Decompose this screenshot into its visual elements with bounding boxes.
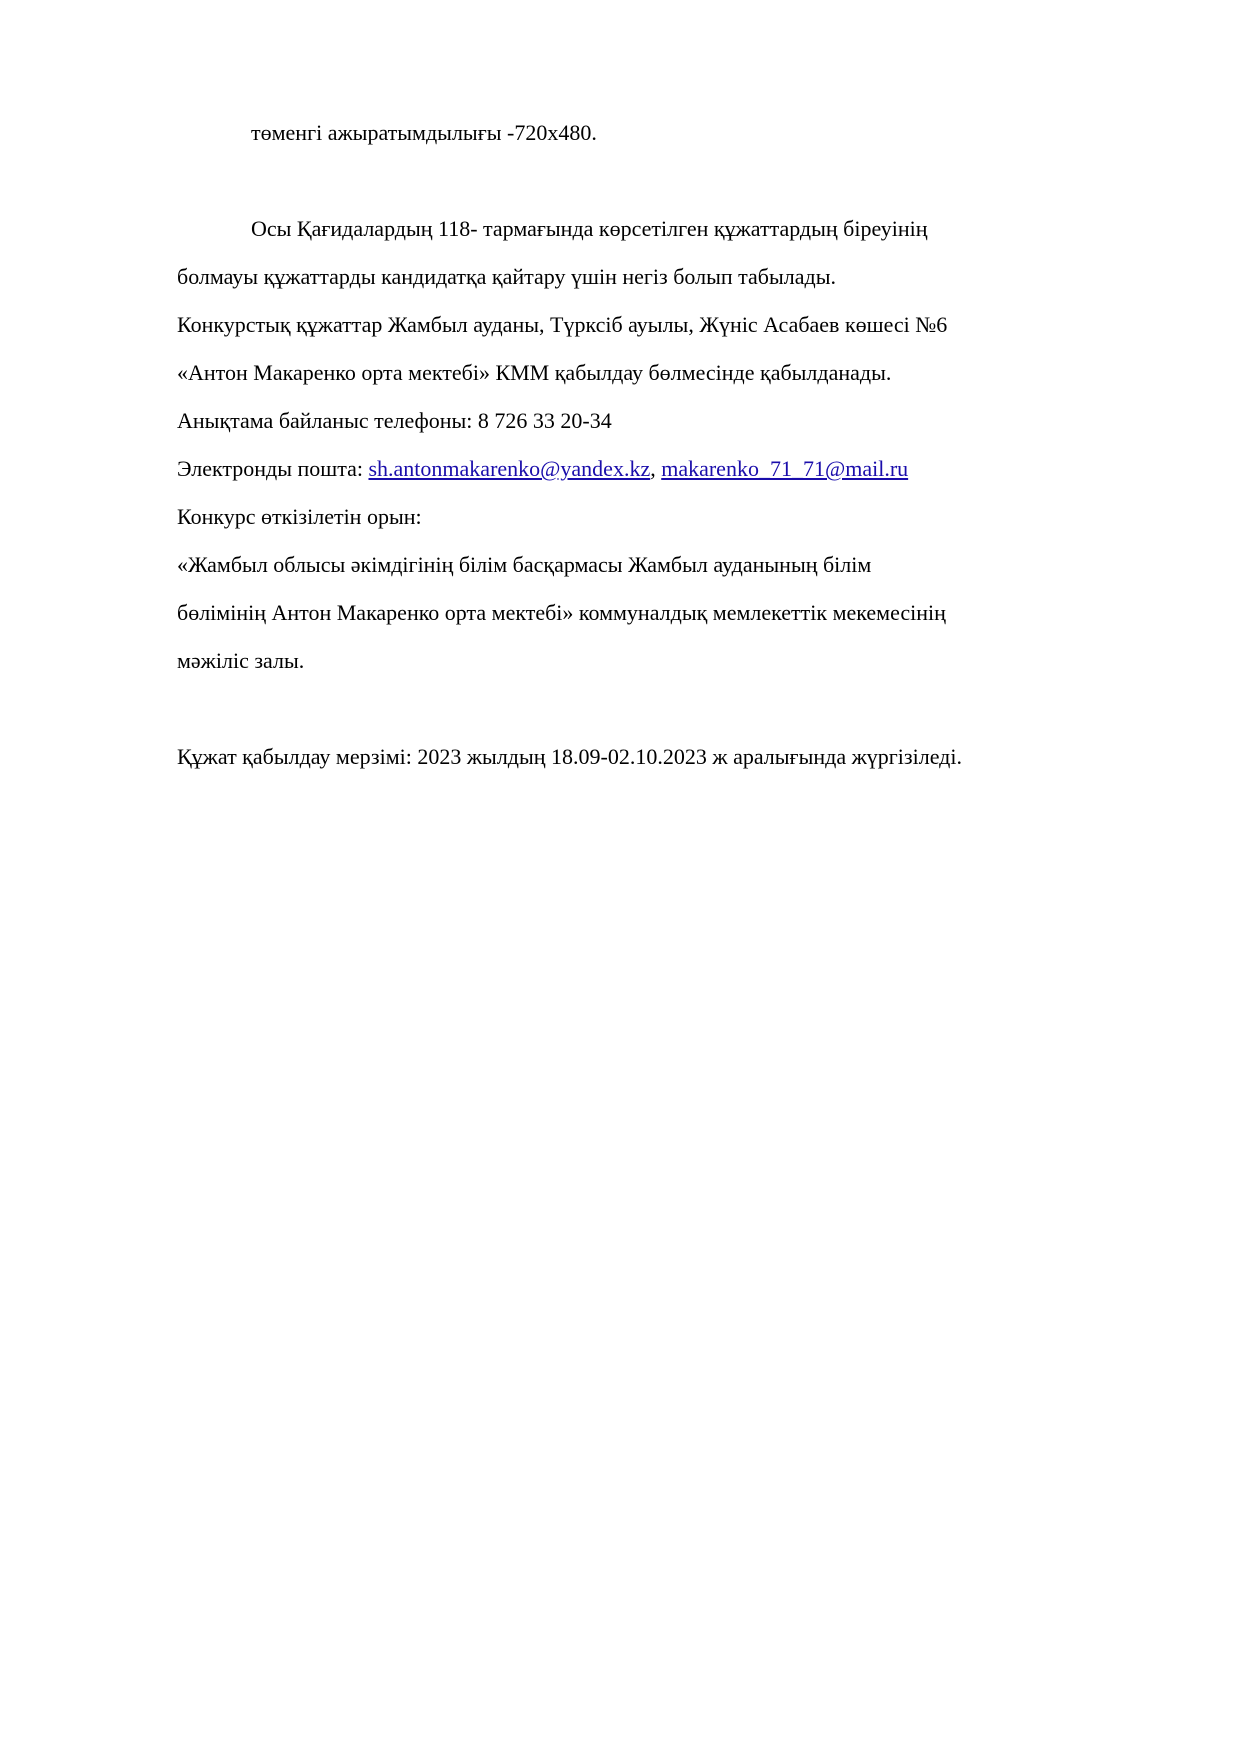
deadline-line: Құжат қабылдау мерзімі: 2023 жылдың 18.09-02.10.2023 ж аралығында жүргізіледі.	[177, 744, 962, 769]
reason-paragraph-line-2: болмауы құжаттарды кандидатқа қайтару үшін негіз болып табылады.	[177, 264, 836, 289]
venue-label: Конкурс өткізілетін орын:	[177, 504, 422, 529]
email-link-yandex[interactable]: sh.antonmakarenko@yandex.kz	[368, 456, 651, 481]
venue-line-1: «Жамбыл облысы әкімдігінің білім басқармасы Жамбыл ауданының білім	[177, 552, 872, 577]
email-line	[177, 456, 908, 482]
reason-paragraph-line-1: Осы Қағидалардың 118- тармағында көрсетілген құжаттардың біреуінің	[251, 216, 928, 241]
email-label: Электронды пошта:	[177, 456, 369, 481]
email-link-mailru[interactable]: makarenko_71_71@mail.ru	[661, 456, 909, 481]
phone-line: Анықтама байланыс телефоны: 8 726 33 20-34	[177, 408, 612, 433]
resolution-line: төменгі ажыратымдылығы -720х480.	[251, 120, 597, 145]
documents-paragraph-line-1: Конкурстық құжаттар Жамбыл ауданы, Түрксіб ауылы, Жүніс Асабаев көшесі №6	[177, 312, 948, 337]
venue-line-2: бөлімінің Антон Макаренко орта мектебі» коммуналдық мемлекеттік мекемесінің	[177, 600, 946, 625]
email-separator: ,	[650, 456, 662, 481]
venue-line-3: мәжіліс залы.	[177, 648, 305, 673]
documents-paragraph-line-2: «Антон Макаренко орта мектебі» КММ қабылдау бөлмесінде қабылданады.	[177, 360, 892, 385]
